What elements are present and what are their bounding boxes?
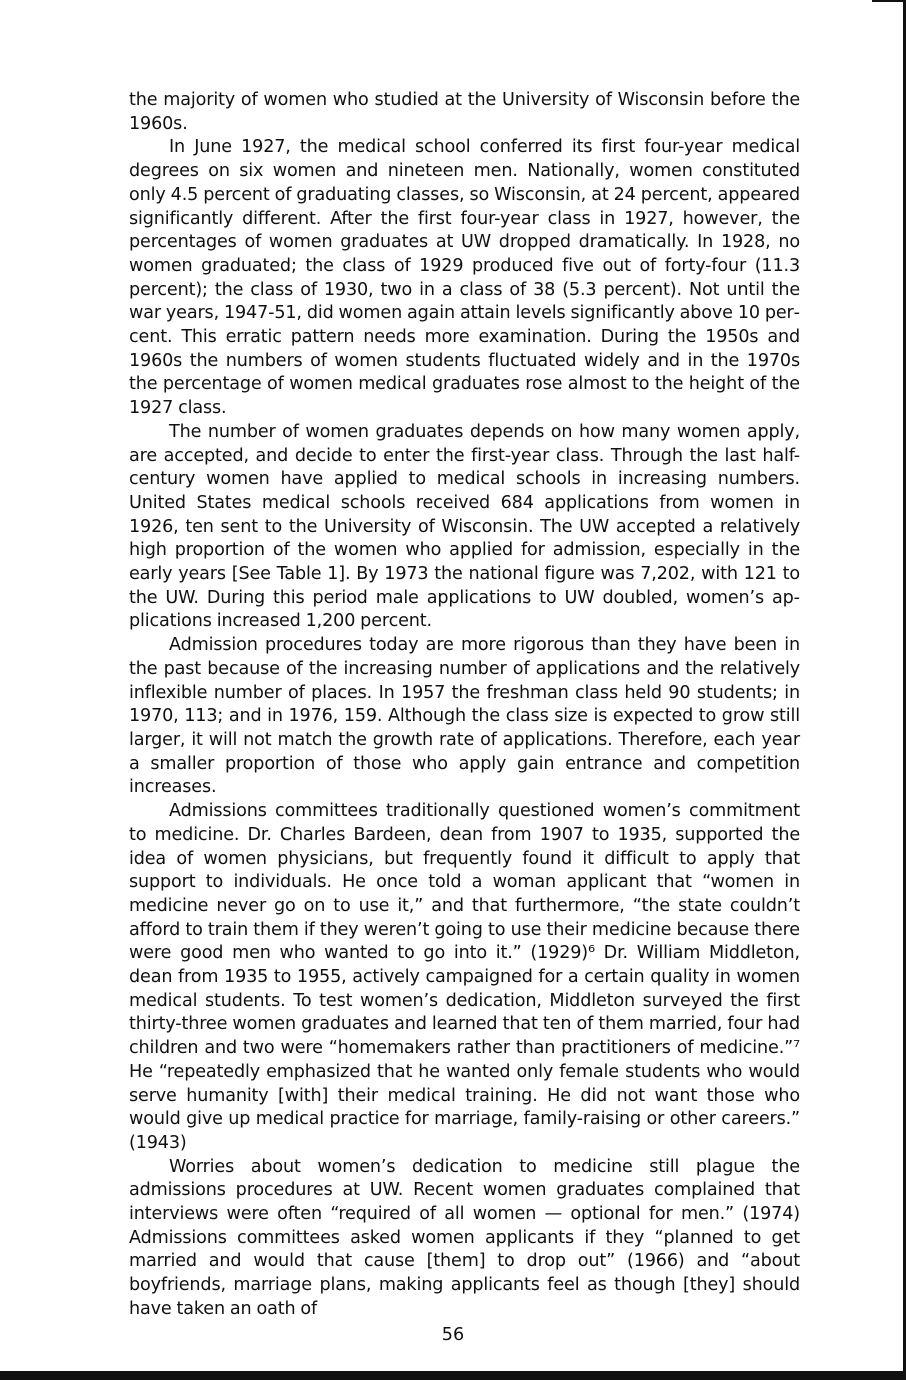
paragraph-worries: Worries about women’s dedication to medicine still plague the admissions procedures at UW. Recent women graduates complained that interviews were often “required of all women — optional for men.” (1974) Admissions committees asked women applicants if they “planned to get married and would that cause [them] to drop out” (1966) and “about boyfriends, marriage plans, making applicants feel as though [they] should have taken an oath of xyxy=(129,1156,800,1319)
paragraph-first-graduates: In June 1927, the medical school conferred its first four-year medical degrees on six women and nineteen men. Nationally, women constituted only 4.5 percent of graduating classes, so Wisconsin, at 24 percent, appeared significantly different. After the first four-year class in 1927, however, the percentages of women graduates at UW dropped dramatically. In 1928, no women graduated; the class of 1929 produced five out of forty-four (11.3 percent); the class of 1930, two in a class of 38 (5.3 percent). Not until the war years, 1947-51, did women again attain levels significantly above 10 percent. This erratic pattern needs more examination. During the 1950s and 1960s the numbers of women students fluctuated widely and in the 1970s the percentage of women medical graduates rose almost to the height of the 1927 class. xyxy=(129,137,800,419)
page-number: 56 xyxy=(441,1325,465,1345)
paragraph-applications: The number of women graduates depends on how many women apply, are accepted, and decide to enter the first-year class. Through the last half-century women have applied to medical schools in increasing numbers. United States medical schools received 684 applications from women in 1926, ten sent to the University of Wisconsin. The UW accepted a relatively high proportion of the women who applied for admission, especially in the early years [See Table 1]. By 1973 the national figure was 7,202, with 121 to the UW. During this period male applications to UW doubled, women’s applications increased 1,200 percent. xyxy=(129,421,800,632)
scan-edge-bottom xyxy=(0,1371,906,1380)
scan-edge-top xyxy=(872,0,906,2)
body-text xyxy=(129,89,800,1322)
paragraph-continuation: the majority of women who studied at the University of Wisconsin before the 1960s. xyxy=(129,90,800,134)
paragraph-admissions-committees: Admissions committees traditionally questioned women’s commitment to medicine. Dr. Charles Bardeen, dean from 1907 to 1935, supported the idea of women physicians, but frequently found it difficult to apply that support to individuals. He once told a woman applicant that “women in medicine never go on to use it,” and that furthermore, “the state couldn’t afford to train them if they weren’t going to use their medicine because there were good men who wanted to go into it.” (1929)⁶ Dr. William Middleton, dean from 1935 to 1955, actively campaigned for a certain quality in women medical students. To test women’s dedication, Middleton surveyed the first thirty-three women graduates and learned that ten of them married, four had children and two were “homemakers rather than practitioners of medicine.”⁷ He “repeatedly emphasized that he wanted only female students who would serve humanity [with] their medical training. He did not want those who would give up medical practice for marriage, family-raising or other careers.” (1943) xyxy=(129,801,800,1153)
paragraph-admission-procedures: Admission procedures today are more rigorous than they have been in the past because of the increasing number of applications and the relatively inflexible number of places. In 1957 the freshman class held 90 students; in 1970, 113; and in 1976, 159. Although the class size is expected to grow still larger, it will not match the growth rate of applications. Therefore, each year a smaller proportion of those who apply gain entrance and competition increases. xyxy=(129,635,800,798)
